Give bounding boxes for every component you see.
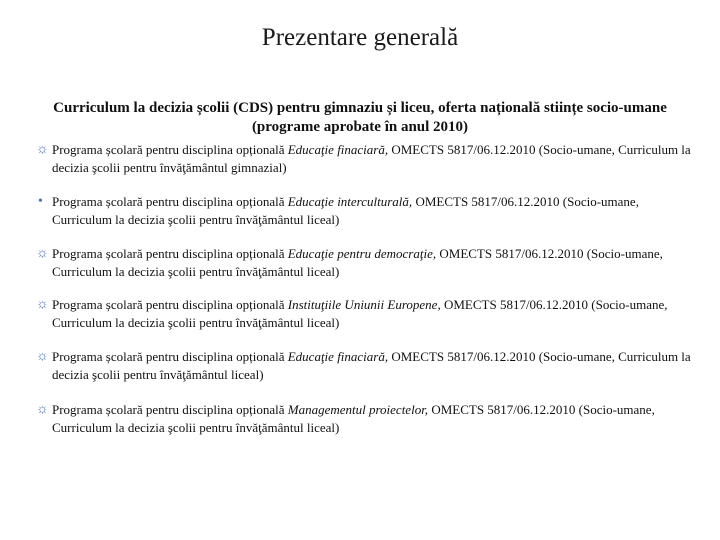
discipline-name: Managementul proiectelor,	[287, 402, 429, 417]
sun-icon: ☼	[36, 297, 49, 312]
list-item: ☼ Programa școlară pentru disciplina opțională Educaţie finaciară, OMECTS 5817/06.12.2010 (Socio-umane, Curriculum la decizia şcolii pentru învăţământul gimnazial)	[36, 142, 691, 175]
sun-icon: ☼	[36, 142, 49, 157]
sun-icon: ☼	[36, 246, 49, 261]
discipline-name: Educaţie interculturală,	[287, 194, 413, 209]
sun-icon: ☼	[36, 402, 49, 417]
sun-icon: ☼	[36, 349, 49, 364]
discipline-name: Educaţie finaciară,	[287, 142, 389, 157]
discipline-name: Educaţie finaciară,	[287, 349, 389, 364]
list-item: • Programa școlară pentru disciplina opțională Educaţie interculturală, OMECTS 5817/06.12.2010 (Socio-umane, Curriculum la decizia şcolii pentru învăţământul liceal)	[38, 194, 639, 227]
slide-title: Prezentare generală	[261, 24, 459, 51]
dot-icon: •	[38, 194, 43, 209]
list-item: ☼ Programa școlară pentru disciplina opțională Educaţie finaciară, OMECTS 5817/06.12.2010 (Socio-umane, Curriculum la decizia şcolii pentru învăţământul liceal)	[36, 349, 691, 382]
list-item: ☼ Programa școlară pentru disciplina opțională Educaţie pentru democraţie, OMECTS 5817/06.12.2010 (Socio-umane, Curriculum la decizia şcolii pentru învăţământul liceal)	[36, 246, 663, 279]
list-item: ☼ Programa școlară pentru disciplina opțională Managementul proiectelor, OMECTS 5817/06.12.2010 (Socio-umane, Curriculum la decizia şcolii pentru învăţământul liceal)	[36, 402, 655, 435]
discipline-name: Educaţie pentru democraţie,	[287, 246, 437, 261]
list-item: ☼ Programa școlară pentru disciplina opțională Instituţiile Uniunii Europene, OMECTS 5817/06.12.2010 (Socio-umane, Curriculum la decizia şcolii pentru învăţământul liceal)	[36, 297, 668, 330]
discipline-name: Instituţiile Uniunii Europene,	[287, 297, 441, 312]
slide-subtitle: Curriculum la decizia școlii (CDS) pentru gimnaziu și liceu, oferta națională stiințe socio-umane (programe aprobate în anul 2010)	[53, 100, 667, 135]
